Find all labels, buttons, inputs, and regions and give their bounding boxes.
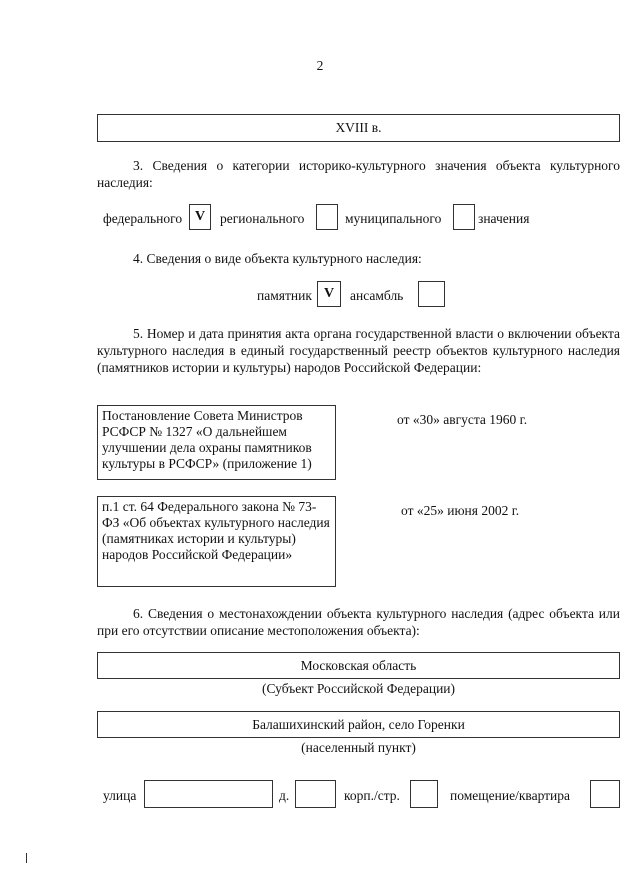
- type-checkbox-monument[interactable]: V: [317, 281, 341, 307]
- century-field: [97, 114, 620, 142]
- subject-caption: (Субъект Российской Федерации): [261, 681, 456, 696]
- section-3-heading: 3. Сведения о категории историко-культурного значения объекта культурного наследия:: [97, 158, 620, 190]
- locality-value: Балашихинский район, село Горенки: [252, 717, 465, 732]
- locality-caption: (населенный пункт): [301, 740, 416, 755]
- century-value: XVIII в.: [335, 120, 382, 135]
- category-checkbox-regional[interactable]: [316, 204, 338, 230]
- category-label-federal: федерального: [103, 211, 183, 226]
- type-checkbox-ensemble[interactable]: [418, 281, 445, 307]
- building-label: корп./стр.: [344, 788, 400, 803]
- street-label: улица: [103, 788, 137, 803]
- section-6-heading: 6. Сведения о местонахождении объекта культурного наследия (адрес объекта или при его отсутствии описание местоположения объекта):: [97, 606, 620, 638]
- act-2-date: от «25» июня 2002 г.: [401, 503, 520, 518]
- subject-value: Московская область: [300, 658, 417, 673]
- category-suffix: значения: [478, 211, 530, 226]
- locality-field[interactable]: [97, 711, 620, 738]
- apartment-field[interactable]: [590, 780, 620, 808]
- section-4-heading: 4. Сведения о виде объекта культурного наследия:: [133, 251, 422, 266]
- category-checkbox-federal[interactable]: V: [189, 204, 211, 230]
- house-field[interactable]: [295, 780, 336, 808]
- subject-field[interactable]: [97, 652, 620, 679]
- category-checkbox-municipal[interactable]: [453, 204, 475, 230]
- street-field[interactable]: [144, 780, 273, 808]
- building-field[interactable]: [410, 780, 438, 808]
- page-number: 2: [316, 58, 324, 73]
- type-label-ensemble: ансамбль: [350, 288, 404, 303]
- category-label-regional: регионального: [220, 211, 305, 226]
- type-label-monument: памятник: [257, 288, 312, 303]
- category-label-municipal: муниципального: [345, 211, 442, 226]
- act-1-title: Постановление Совета Министров РСФСР № 1327 «О дальнейшем улучшении дела охраны памятников культуры в РСФСР» (приложение 1): [97, 405, 336, 480]
- house-label: д.: [279, 788, 290, 803]
- apartment-label: помещение/квартира: [450, 788, 571, 803]
- act-1-date: от «30» августа 1960 г.: [397, 412, 528, 427]
- section-5-heading: 5. Номер и дата принятия акта органа государственной власти о включении объекта культурного наследия в единый государственный реестр объектов культурного наследия (памятников истории и культуры) народов Российской Федерации:: [97, 326, 620, 375]
- act-2-title: п.1 ст. 64 Федерального закона № 73-ФЗ «Об объектах культурного наследия (памятниках истории и культуры) народов Российской Федерации»: [97, 496, 336, 587]
- scan-margin-mark: [26, 853, 27, 863]
